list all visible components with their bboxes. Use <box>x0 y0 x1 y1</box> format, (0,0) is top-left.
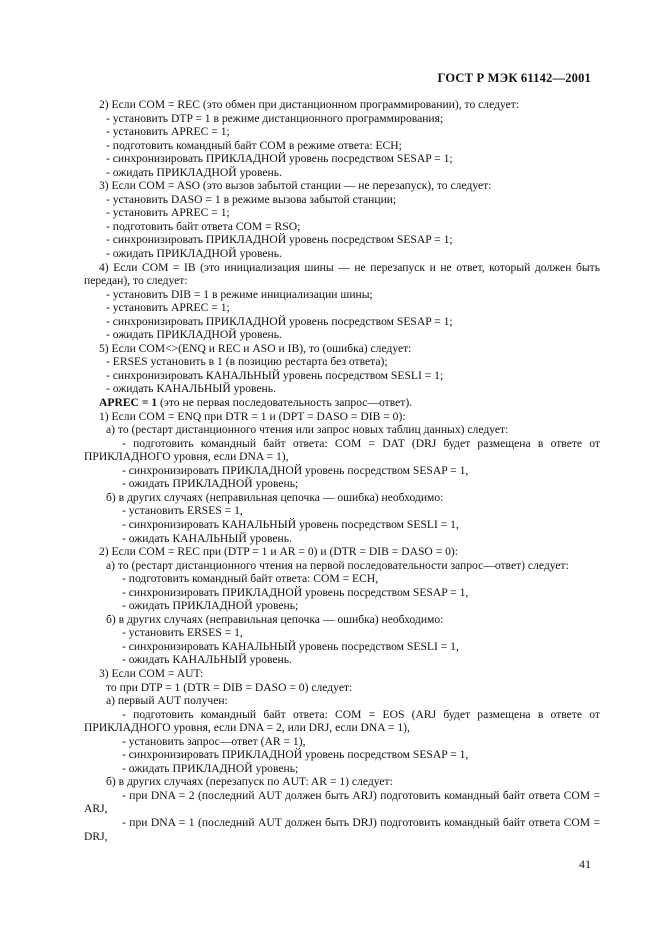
text-line: - ERSES установить в 1 (в позицию рестарта без ответа); <box>106 355 388 369</box>
text-line: - ожидать КАНАЛЬНЫЙ уровень. <box>122 531 292 545</box>
text-line: - ожидать ПРИКЛАДНОЙ уровень. <box>106 328 282 342</box>
document-body <box>84 98 600 843</box>
text-paragraph: - подготовить командный байт ответа: COM = EOS (ARJ будет размещена в ответе от ПРИКЛАДНОГО уровня, если DNA = 2, или DRJ, если DNA = 1), <box>84 707 600 735</box>
text-line: - ожидать ПРИКЛАДНОЙ уровень. <box>106 165 282 179</box>
text-line: а) то (рестарт дистанционного чтения или запрос новых таблиц данных) следует: <box>106 423 509 437</box>
text-line: б) в других случаях (неправильная цепочка — ошибка) необходимо: <box>106 612 444 626</box>
text-line: - подготовить байт ответа COM = RSO; <box>106 219 301 233</box>
section-heading-bold: APREC = 1 <box>99 396 158 410</box>
text-line: - установить запрос—ответ (AR = 1), <box>122 734 306 748</box>
page-number: 41 <box>579 857 591 871</box>
text-line: - синхронизировать ПРИКЛАДНОЙ уровень посредством SESAP = 1; <box>106 314 453 328</box>
text-line: 5) Если COM<>(ENQ и REC и ASO и IB), то (ошибка) следует: <box>99 341 412 355</box>
text-line: - синхронизировать ПРИКЛАДНОЙ уровень посредством SESAP = 1; <box>106 152 453 166</box>
section-heading-note: (это не первая последовательность запрос—ответ). <box>157 396 413 410</box>
text-line: - установить DASO = 1 в режиме вызова забытой станции; <box>106 192 397 206</box>
text-line: - синхронизировать ПРИКЛАДНОЙ уровень посредством SESAP = 1; <box>106 233 453 247</box>
text-line: - установить APREC = 1; <box>106 301 230 315</box>
text-line: - ожидать КАНАЛЬНЫЙ уровень. <box>122 653 292 667</box>
text-line: 2) Если COM = REC при (DTP = 1 и AR = 0) и (DTR = DIB = DASO = 0): <box>99 545 459 559</box>
text-line: - синхронизировать КАНАЛЬНЫЙ уровень посредством SESLI = 1, <box>122 639 459 653</box>
text-line: - синхронизировать ПРИКЛАДНОЙ уровень посредством SESAP = 1, <box>122 463 469 477</box>
text-paragraph: 4) Если COM = IB (это инициализация шины — не перезапуск и не ответ, который должен быть передан), то следует: <box>84 260 600 288</box>
text-line: - синхронизировать КАНАЛЬНЫЙ уровень посредством SESLI = 1, <box>122 517 459 531</box>
text-line: - синхронизировать КАНАЛЬНЫЙ уровень посредством SESLI = 1; <box>106 368 444 382</box>
text-line: а) первый AUT получен: <box>106 694 228 708</box>
text-line: 3) Если COM = AUT: <box>99 666 204 680</box>
text-line: - установить ERSES = 1, <box>122 626 243 640</box>
text-line: б) в других случаях (неправильная цепочка — ошибка) необходимо: <box>106 490 444 504</box>
text-line: то при DTP = 1 (DTR = DIB = DASO = 0) следует: <box>106 680 353 694</box>
document-header: ГОСТ Р МЭК 61142—2001 <box>437 71 591 85</box>
text-line: 2) Если COM = REC (это обмен при дистанционном программировании), то следует: <box>99 98 520 111</box>
text-line: - ожидать ПРИКЛАДНОЙ уровень; <box>122 761 299 775</box>
text-paragraph: - при DNA = 2 (последний AUT должен быть ARJ) подготовить командный байт ответа COM = ARJ, <box>84 788 600 816</box>
text-line: - ожидать ПРИКЛАДНОЙ уровень. <box>106 247 282 261</box>
text-line: - синхронизировать ПРИКЛАДНОЙ уровень посредством SESAP = 1, <box>122 585 469 599</box>
text-line: б) в других случаях (перезапуск по AUT: AR = 1) следует: <box>106 775 393 789</box>
text-line: - подготовить командный байт COM в режиме ответа: ECH; <box>106 138 402 152</box>
text-line: - установить APREC = 1; <box>106 206 230 220</box>
text-paragraph: а) то (рестарт дистанционного чтения на первой последовательности запрос—ответ) следует: <box>106 558 569 572</box>
text-line: - синхронизировать ПРИКЛАДНОЙ уровень посредством SESAP = 1, <box>122 748 469 762</box>
text-line: 3) Если COM = ASO (это вызов забытой станции — не перезапуск), то следует: <box>99 179 492 193</box>
text-line: - установить DTP = 1 в режиме дистанционного программирования; <box>106 111 444 125</box>
text-line: - ожидать КАНАЛЬНЫЙ уровень. <box>106 382 276 396</box>
text-line: 1) Если COM = ENQ при DTR = 1 и (DPT = DASO = DIB = 0): <box>99 409 406 423</box>
text-line: - ожидать ПРИКЛАДНОЙ уровень; <box>122 599 299 613</box>
text-paragraph: - подготовить командный байт ответа: COM = DAT (DRJ будет размещена в ответе от ПРИКЛАДНОГО уровня, если DNA = 1), <box>84 436 600 464</box>
section-heading <box>84 396 600 410</box>
text-line: - ожидать ПРИКЛАДНОЙ уровень; <box>122 477 299 491</box>
text-paragraph: - при DNA = 1 (последний AUT должен быть DRJ) подготовить командный байт ответа COM = DRJ, <box>84 815 600 843</box>
text-line: - установить APREC = 1; <box>106 125 230 139</box>
text-line: - установить ERSES = 1, <box>122 504 243 518</box>
text-line: - установить DIB = 1 в режиме инициализации шины; <box>106 287 373 301</box>
text-line: - подготовить командный байт ответа: COM = ECH, <box>122 572 379 586</box>
